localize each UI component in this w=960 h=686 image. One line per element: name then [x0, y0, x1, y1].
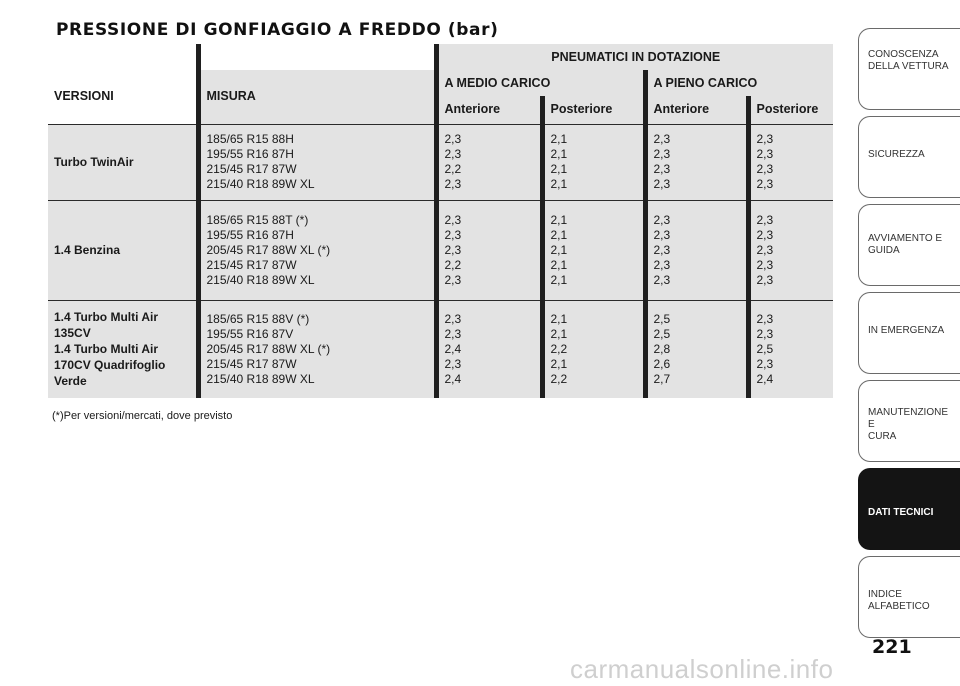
version-name: 1.4 Turbo Multi Air 135CV 1.4 Turbo Multi Air 170CV Quadrifoglio Verde — [54, 310, 166, 389]
header-spacer — [198, 44, 436, 70]
chapter-tab-conoscenza[interactable] — [858, 28, 960, 110]
table-row — [48, 300, 833, 398]
chapter-tab-label: CONOSCENZA DELLA VETTURA — [868, 49, 949, 72]
chapter-tab-label: MANUTENZIONE E CURA — [868, 407, 948, 442]
header-pieno-posteriore: Posteriore — [748, 96, 833, 124]
chapter-tab-label: SICUREZZA — [868, 149, 925, 160]
medio-posteriore-cell: 2,1 2,1 2,1 2,1 2,1 — [542, 200, 645, 300]
version-cell — [48, 300, 198, 398]
pieno-anteriore-cell: 2,5 2,5 2,8 2,6 2,7 — [645, 300, 748, 398]
medio-anteriore-cell: 2,3 2,3 2,2 2,3 — [436, 124, 542, 200]
chapter-tab-indice[interactable] — [858, 556, 960, 638]
page-title: PRESSIONE DI GONFIAGGIO A FREDDO (bar) — [56, 20, 499, 40]
column-header-misura: MISURA — [198, 70, 436, 124]
watermark: carmanualsonline.info — [570, 654, 834, 684]
pieno-posteriore-cell: 2,3 2,3 2,5 2,3 2,4 — [748, 300, 833, 398]
version-cell — [48, 200, 198, 300]
header-pieno-anteriore: Anteriore — [645, 96, 748, 124]
misura-cell: 185/65 R15 88V (*) 195/55 R16 87V 205/45 R17 88W XL (*) 215/45 R17 87W 215/40 R18 89W XL — [198, 300, 436, 398]
chapter-tab-manutenzione[interactable] — [858, 380, 960, 462]
page-number: 221 — [872, 636, 912, 658]
pieno-posteriore-cell: 2,3 2,3 2,3 2,3 — [748, 124, 833, 200]
table-row — [48, 124, 833, 200]
version-cell — [48, 124, 198, 200]
header-medio-carico: A MEDIO CARICO — [436, 70, 645, 96]
chapter-tab-label: IN EMERGENZA — [868, 325, 945, 336]
group-header-pneumatici: PNEUMATICI IN DOTAZIONE — [436, 44, 833, 70]
footnote: (*)Per versioni/mercati, dove previsto — [52, 410, 233, 422]
misura-cell: 185/65 R15 88H 195/55 R16 87H 215/45 R17 87W 215/40 R18 89W XL — [198, 124, 436, 200]
medio-posteriore-cell: 2,1 2,1 2,1 2,1 — [542, 124, 645, 200]
misura-cell: 185/65 R15 88T (*) 195/55 R16 87H 205/45 R17 88W XL (*) 215/45 R17 87W 215/40 R18 89W XL — [198, 200, 436, 300]
pieno-posteriore-cell: 2,3 2,3 2,3 2,3 2,3 — [748, 200, 833, 300]
table-load-header-row — [48, 70, 833, 96]
medio-anteriore-cell: 2,3 2,3 2,4 2,3 2,4 — [436, 300, 542, 398]
tyre-pressure-table — [48, 44, 833, 398]
header-pieno-carico: A PIENO CARICO — [645, 70, 833, 96]
version-name: 1.4 Benzina — [54, 243, 121, 257]
pieno-anteriore-cell: 2,3 2,3 2,3 2,3 — [645, 124, 748, 200]
chapter-tab-avviamento[interactable] — [858, 204, 960, 286]
column-header-versioni: VERSIONI — [48, 70, 198, 124]
header-medio-posteriore: Posteriore — [542, 96, 645, 124]
medio-posteriore-cell: 2,1 2,1 2,2 2,1 2,2 — [542, 300, 645, 398]
table-group-header-row — [48, 44, 833, 70]
chapter-tab-dati-tecnici[interactable] — [858, 468, 960, 550]
medio-anteriore-cell: 2,3 2,3 2,3 2,2 2,3 — [436, 200, 542, 300]
header-medio-anteriore: Anteriore — [436, 96, 542, 124]
table-row — [48, 200, 833, 300]
chapter-tab-emergenza[interactable] — [858, 292, 960, 374]
version-name: Turbo TwinAir — [54, 155, 134, 169]
chapter-tab-label: INDICE ALFABETICO — [868, 589, 930, 612]
chapter-tab-label: AVVIAMENTO E GUIDA — [868, 233, 943, 256]
chapter-tab-label: DATI TECNICI — [868, 507, 934, 518]
chapter-tab-sicurezza[interactable] — [858, 116, 960, 198]
pieno-anteriore-cell: 2,3 2,3 2,3 2,3 2,3 — [645, 200, 748, 300]
header-spacer — [48, 44, 198, 70]
